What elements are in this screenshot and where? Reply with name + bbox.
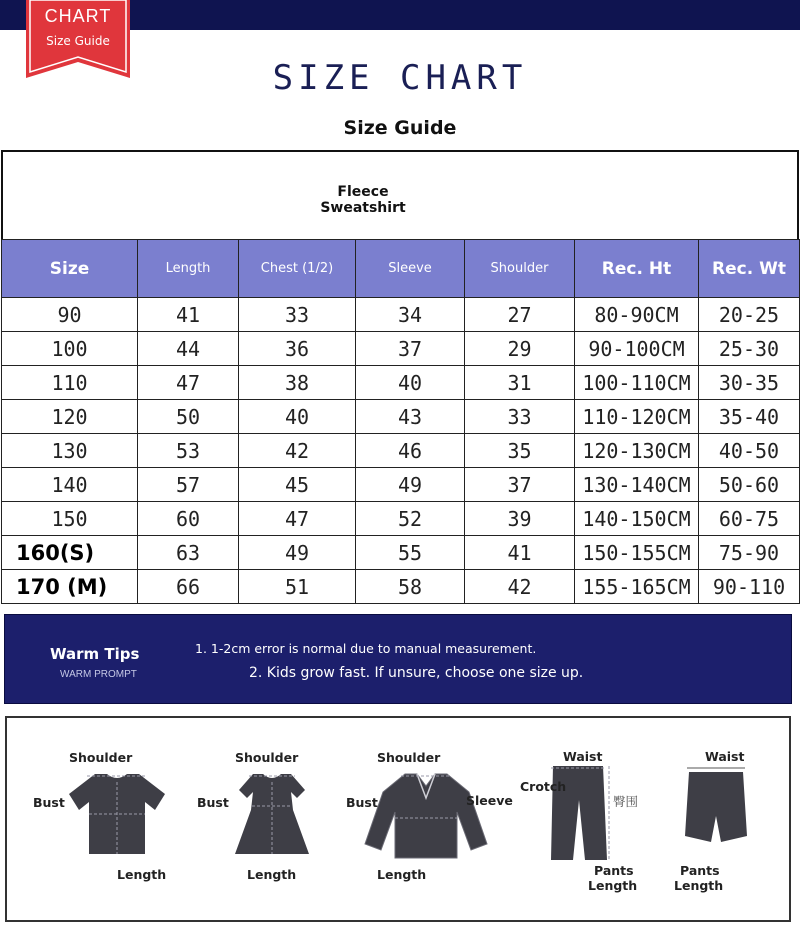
pants-length-label-line-1: Pants bbox=[594, 863, 634, 878]
cell-rec-height: 80-90CM bbox=[575, 298, 699, 332]
cell-rec-height: 130-140CM bbox=[575, 468, 699, 502]
cell-shoulder: 29 bbox=[465, 332, 575, 366]
dress-length-label: Length bbox=[247, 867, 297, 882]
cell-rec-height: 140-150CM bbox=[575, 502, 699, 536]
cell-length: 47 bbox=[138, 366, 239, 400]
ribbon-title: CHART bbox=[44, 6, 112, 26]
cell-length: 57 bbox=[138, 468, 239, 502]
cell-length: 53 bbox=[138, 434, 239, 468]
cell-size: 150 bbox=[2, 502, 138, 536]
shorts-length-label-line-1: Pants bbox=[680, 863, 720, 878]
cell-shoulder: 41 bbox=[465, 536, 575, 570]
header-rec-weight: Rec. Wt bbox=[699, 240, 800, 298]
table-row bbox=[2, 502, 800, 536]
cell-rec-weight: 40-50 bbox=[699, 434, 800, 468]
dress-icon bbox=[229, 770, 315, 862]
cell-length: 60 bbox=[138, 502, 239, 536]
cell-rec-weight: 75-90 bbox=[699, 536, 800, 570]
cell-size: 170 (M) bbox=[2, 570, 138, 604]
cell-size: 100 bbox=[2, 332, 138, 366]
pants-crotch-label: Crotch bbox=[520, 779, 567, 794]
cell-chest: 51 bbox=[239, 570, 356, 604]
table-row bbox=[2, 536, 800, 570]
cell-rec-weight: 50-60 bbox=[699, 468, 800, 502]
warm-tips-title: Warm Tips bbox=[50, 645, 140, 663]
cell-rec-height: 120-130CM bbox=[575, 434, 699, 468]
sweatshirt-sleeve-label: Sleeve bbox=[466, 793, 513, 808]
product-name-box bbox=[1, 150, 799, 240]
cell-rec-weight: 25-30 bbox=[699, 332, 800, 366]
cell-chest: 36 bbox=[239, 332, 356, 366]
cell-size: 160(S) bbox=[2, 536, 138, 570]
cell-sleeve: 52 bbox=[356, 502, 465, 536]
warm-tip-2: 2. Kids grow fast. If unsure, choose one size up. bbox=[249, 665, 584, 681]
pants-waist-label: Waist bbox=[563, 749, 603, 764]
cell-rec-weight: 90-110 bbox=[699, 570, 800, 604]
cell-shoulder: 27 bbox=[465, 298, 575, 332]
cell-chest: 49 bbox=[239, 536, 356, 570]
product-name-line-1: Fleece bbox=[337, 184, 389, 200]
cell-rec-height: 90-100CM bbox=[575, 332, 699, 366]
tshirt-shoulder-label: Shoulder bbox=[69, 750, 133, 765]
cell-sleeve: 46 bbox=[356, 434, 465, 468]
cell-rec-height: 150-155CM bbox=[575, 536, 699, 570]
ribbon-subtitle: Size Guide bbox=[46, 34, 110, 48]
tshirt-icon bbox=[65, 770, 169, 862]
sweatshirt-shoulder-label: Shoulder bbox=[377, 750, 441, 765]
cell-rec-height: 110-120CM bbox=[575, 400, 699, 434]
header-sleeve: Sleeve bbox=[356, 240, 465, 298]
cell-sleeve: 43 bbox=[356, 400, 465, 434]
header-chest: Chest (1/2) bbox=[239, 240, 356, 298]
cell-sleeve: 49 bbox=[356, 468, 465, 502]
cell-length: 66 bbox=[138, 570, 239, 604]
table-header-row bbox=[2, 240, 800, 298]
shorts-waist-label: Waist bbox=[705, 749, 745, 764]
table-row bbox=[2, 400, 800, 434]
pants-length-label-line-2: Length bbox=[588, 878, 638, 893]
cell-sleeve: 55 bbox=[356, 536, 465, 570]
cell-rec-weight: 35-40 bbox=[699, 400, 800, 434]
tshirt-length-label: Length bbox=[117, 867, 167, 882]
cell-size: 110 bbox=[2, 366, 138, 400]
warm-tips-subtitle: WARM PROMPT bbox=[60, 669, 137, 680]
measurement-diagram bbox=[5, 716, 791, 922]
cell-chest: 33 bbox=[239, 298, 356, 332]
cell-shoulder: 31 bbox=[465, 366, 575, 400]
cell-size: 130 bbox=[2, 434, 138, 468]
cell-sleeve: 40 bbox=[356, 366, 465, 400]
table-row bbox=[2, 570, 800, 604]
cell-size: 120 bbox=[2, 400, 138, 434]
cell-length: 44 bbox=[138, 332, 239, 366]
cell-sleeve: 37 bbox=[356, 332, 465, 366]
cell-rec-height: 155-165CM bbox=[575, 570, 699, 604]
page-subtitle: Size Guide bbox=[343, 117, 457, 139]
cell-length: 50 bbox=[138, 400, 239, 434]
cell-shoulder: 42 bbox=[465, 570, 575, 604]
cell-rec-weight: 60-75 bbox=[699, 502, 800, 536]
cell-length: 41 bbox=[138, 298, 239, 332]
sweatshirt-length-label: Length bbox=[377, 867, 427, 882]
dress-shoulder-label: Shoulder bbox=[235, 750, 299, 765]
shorts-icon bbox=[681, 766, 751, 848]
page-title: SIZE CHART bbox=[272, 58, 528, 98]
warm-tip-1: 1. 1-2cm error is normal due to manual measurement. bbox=[195, 641, 537, 656]
sweatshirt-bust-label: Bust bbox=[346, 795, 378, 810]
cell-chest: 38 bbox=[239, 366, 356, 400]
table-row bbox=[2, 332, 800, 366]
cell-chest: 42 bbox=[239, 434, 356, 468]
cell-shoulder: 37 bbox=[465, 468, 575, 502]
cell-rec-weight: 30-35 bbox=[699, 366, 800, 400]
sweatshirt-icon bbox=[361, 768, 491, 864]
pants-hip-label: 臀围 bbox=[613, 794, 639, 809]
dress-bust-label: Bust bbox=[197, 795, 229, 810]
header-size: Size bbox=[2, 240, 138, 298]
cell-shoulder: 39 bbox=[465, 502, 575, 536]
table-row bbox=[2, 298, 800, 332]
warm-tips-banner bbox=[4, 614, 792, 704]
header-length: Length bbox=[138, 240, 239, 298]
table-row bbox=[2, 366, 800, 400]
cell-rec-weight: 20-25 bbox=[699, 298, 800, 332]
header-rec-height: Rec. Ht bbox=[575, 240, 699, 298]
product-name-line-2: Sweatshirt bbox=[320, 200, 406, 216]
table-row bbox=[2, 468, 800, 502]
size-table bbox=[1, 239, 800, 604]
cell-sleeve: 58 bbox=[356, 570, 465, 604]
table-row bbox=[2, 434, 800, 468]
cell-shoulder: 33 bbox=[465, 400, 575, 434]
shorts-length-label-line-2: Length bbox=[674, 878, 724, 893]
cell-chest: 47 bbox=[239, 502, 356, 536]
header-shoulder: Shoulder bbox=[465, 240, 575, 298]
cell-rec-height: 100-110CM bbox=[575, 366, 699, 400]
cell-chest: 45 bbox=[239, 468, 356, 502]
cell-size: 140 bbox=[2, 468, 138, 502]
cell-length: 63 bbox=[138, 536, 239, 570]
tshirt-bust-label: Bust bbox=[33, 795, 65, 810]
cell-shoulder: 35 bbox=[465, 434, 575, 468]
cell-size: 90 bbox=[2, 298, 138, 332]
cell-sleeve: 34 bbox=[356, 298, 465, 332]
cell-chest: 40 bbox=[239, 400, 356, 434]
